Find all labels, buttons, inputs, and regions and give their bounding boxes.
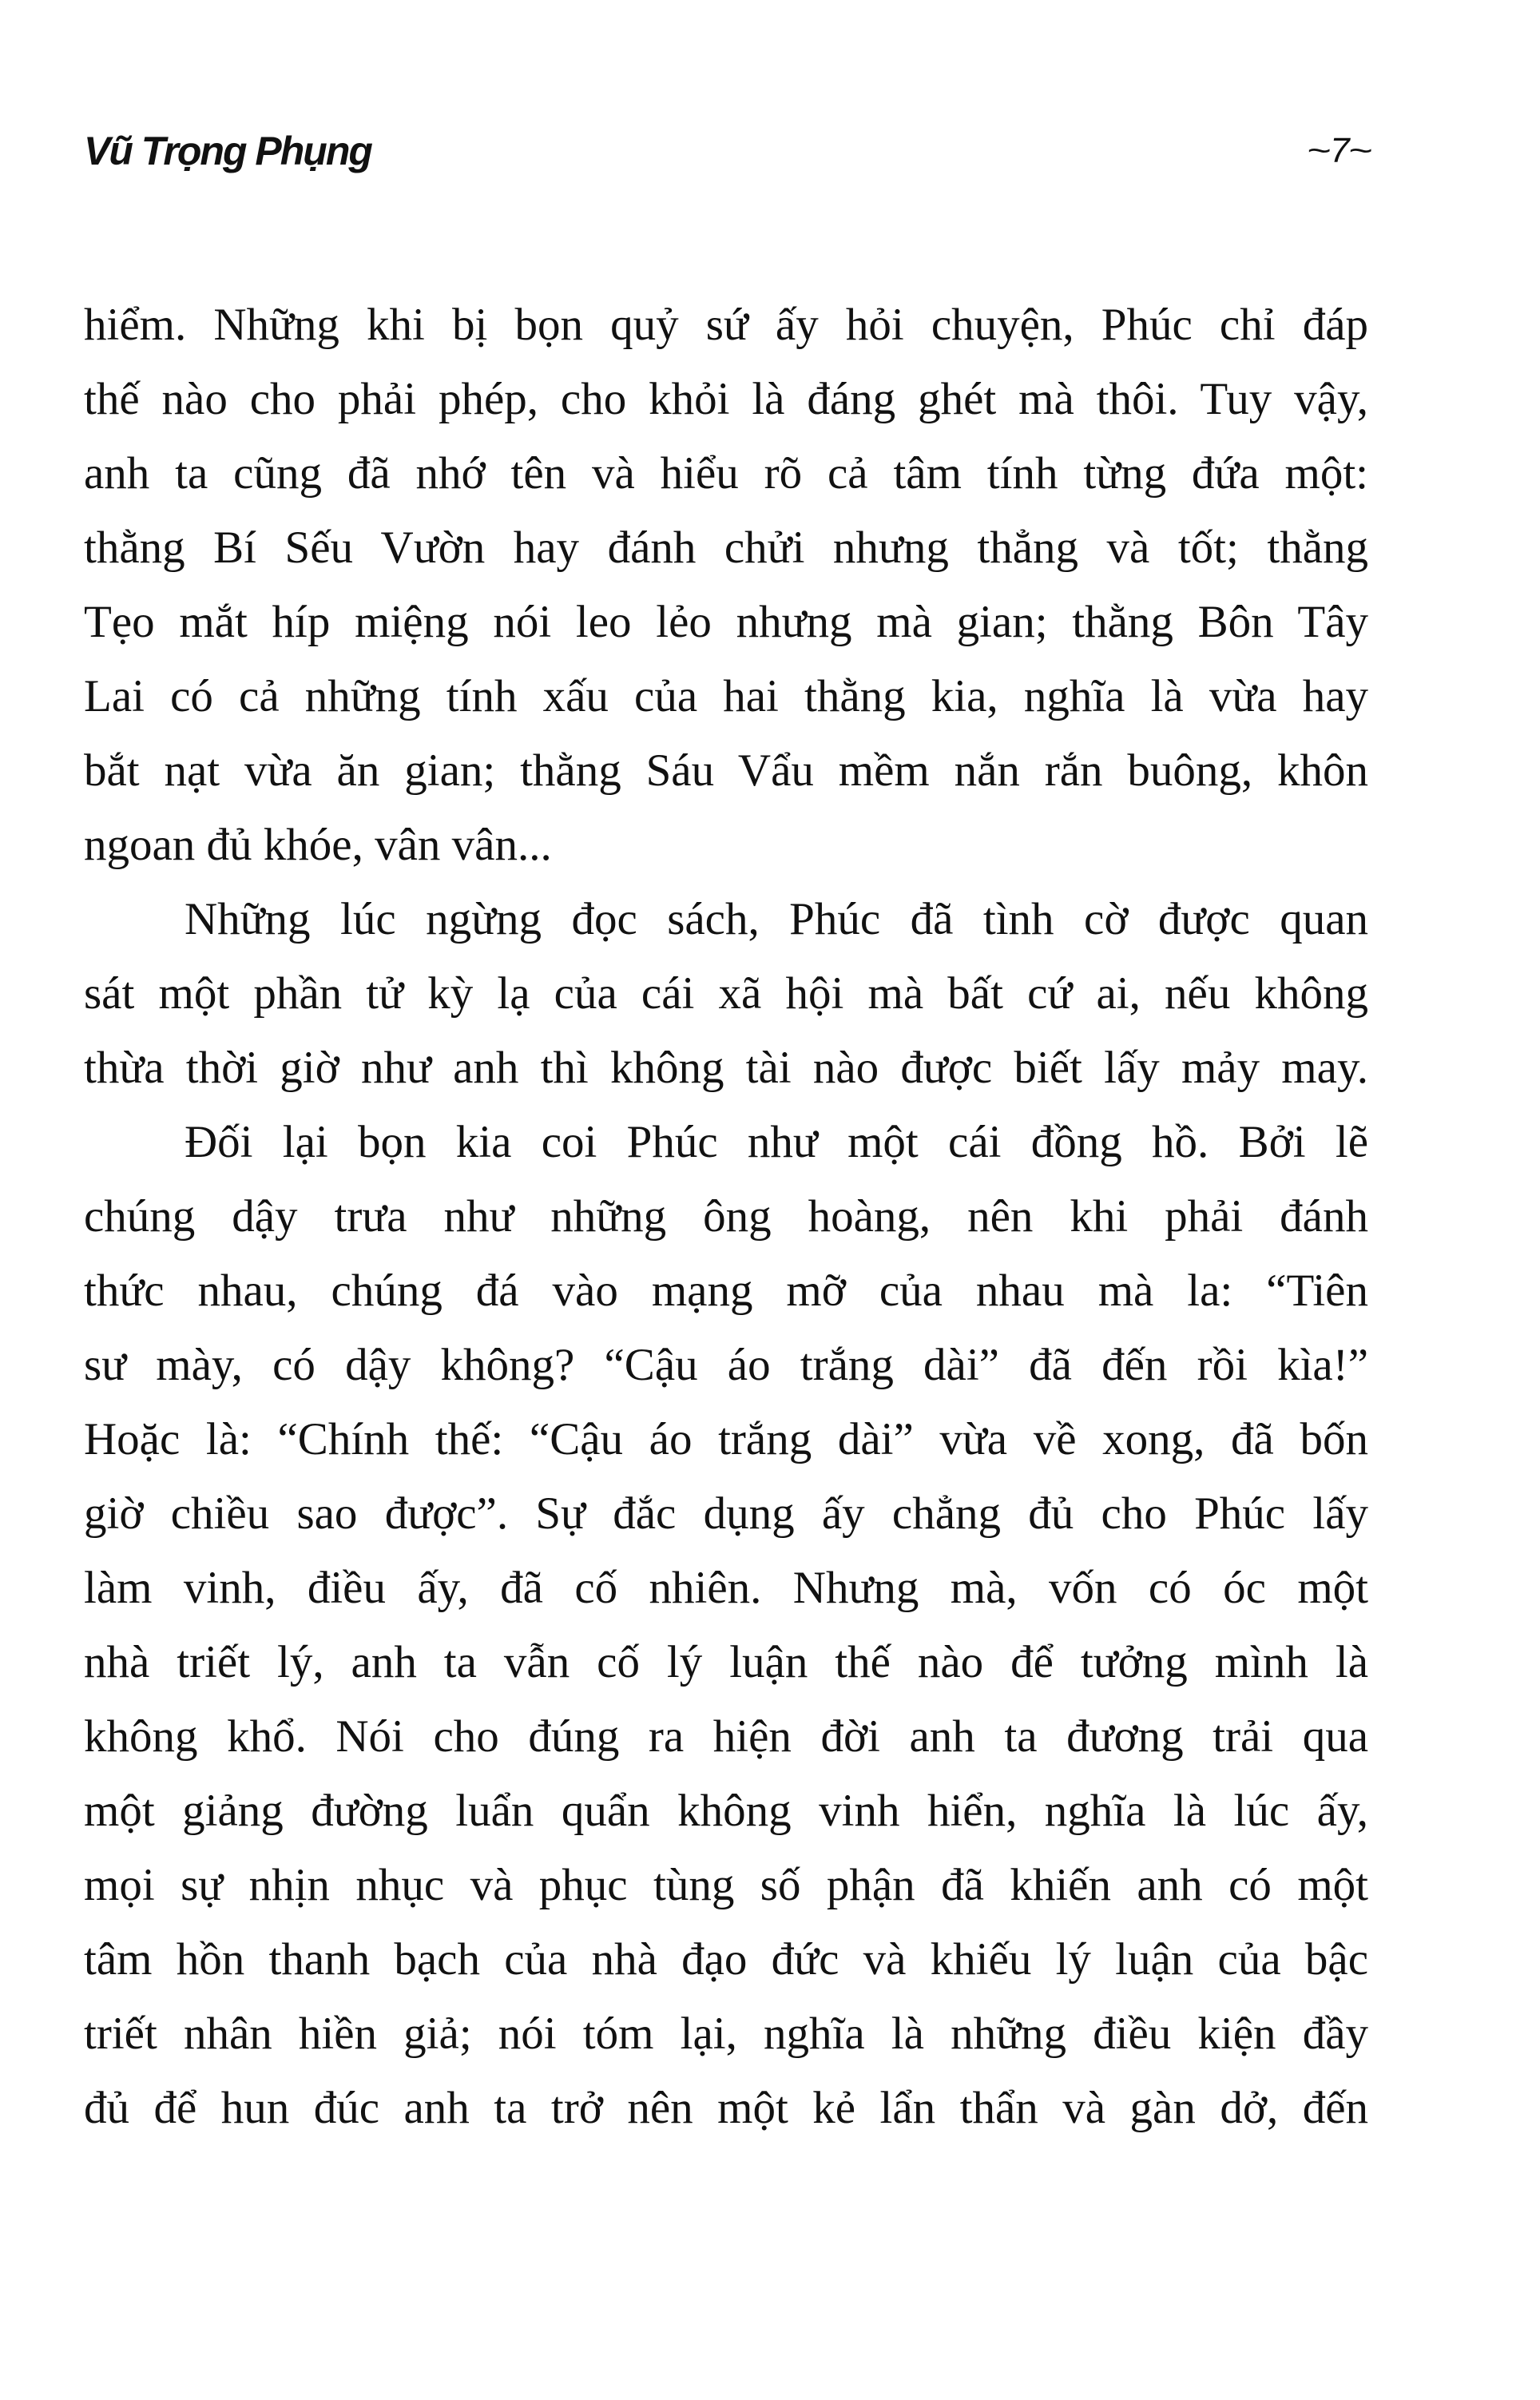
text-line: một giảng đường luẩn quẩn không vinh hiển, nghĩa là lúc ấy,	[84, 1786, 1368, 1836]
text-line: thằng Bí Sếu Vườn hay đánh chửi nhưng thẳng và tốt; thằng	[84, 523, 1368, 573]
text-line: thế nào cho phải phép, cho khỏi là đáng ghét mà thôi. Tuy vậy,	[84, 374, 1368, 424]
text-line: đủ để hun đúc anh ta trở nên một kẻ lẩn thẩn và gàn dở, đến	[84, 2083, 1368, 2133]
author-name: Vũ Trọng Phụng	[84, 129, 371, 173]
text-line: bắt nạt vừa ăn gian; thằng Sáu Vẩu mềm nắn rắn buông, khôn	[84, 745, 1368, 796]
ornament-left-icon: ~	[1307, 133, 1332, 169]
text-line: mọi sự nhịn nhục và phục tùng số phận đã khiến anh có một	[84, 1860, 1368, 1910]
page-number	[1307, 131, 1373, 171]
text-line: thức nhau, chúng đá vào mạng mỡ của nhau mà la: “Tiên	[84, 1266, 1368, 1316]
text-line: Đối lại bọn kia coi Phúc như một cái đồng hồ. Bởi lẽ	[185, 1117, 1368, 1167]
text-line: Hoặc là: “Chính thế: “Cậu áo trắng dài” vừa về xong, đã bốn	[84, 1414, 1368, 1464]
text-line: Lai có cả những tính xấu của hai thằng kia, nghĩa là vừa hay	[84, 671, 1368, 721]
text-line: sát một phần tử kỳ lạ của cái xã hội mà bất cứ ai, nếu không	[84, 968, 1368, 1019]
text-line: không khổ. Nói cho đúng ra hiện đời anh ta đương trải qua	[84, 1711, 1368, 1762]
ornament-right-icon: ~	[1348, 133, 1373, 169]
text-line: ngoan đủ khóe, vân vân...	[84, 820, 552, 870]
page-number-value: 7	[1330, 131, 1350, 170]
paragraph	[84, 288, 1368, 882]
text-line: nhà triết lý, anh ta vẫn cố lý luận thế nào để tưởng mình là	[84, 1637, 1368, 1687]
text-line: Tẹo mắt híp miệng nói leo lẻo nhưng mà gian; thằng Bôn Tây	[84, 597, 1368, 647]
paragraph	[84, 882, 1368, 1105]
text-line: làm vinh, điều ấy, đã cố nhiên. Nhưng mà, vốn có óc một	[84, 1563, 1368, 1613]
text-line: Những lúc ngừng đọc sách, Phúc đã tình cờ được quan	[185, 894, 1368, 944]
text-line: giờ chiều sao được”. Sự đắc dụng ấy chẳng đủ cho Phúc lấy	[84, 1488, 1368, 1539]
text-line: tâm hồn thanh bạch của nhà đạo đức và khiếu lý luận của bậc	[84, 1934, 1368, 1985]
text-line: anh ta cũng đã nhớ tên và hiểu rõ cả tâm tính từng đứa một:	[84, 448, 1368, 499]
text-line: triết nhân hiền giả; nói tóm lại, nghĩa là những điều kiện đầy	[84, 2009, 1368, 2059]
text-line: chúng dậy trưa như những ông hoàng, nên khi phải đánh	[84, 1191, 1368, 1242]
page-body-text	[84, 288, 1368, 2145]
running-header	[84, 128, 1373, 192]
text-line: thừa thời giờ như anh thì không tài nào được biết lấy mảy may.	[84, 1043, 1368, 1093]
paragraph	[84, 1105, 1368, 2145]
text-line: hiểm. Những khi bị bọn quỷ sứ ấy hỏi chuyện, Phúc chỉ đáp	[84, 300, 1368, 350]
text-line: sư mày, có dậy không? “Cậu áo trắng dài” đã đến rồi kìa!”	[84, 1340, 1368, 1390]
